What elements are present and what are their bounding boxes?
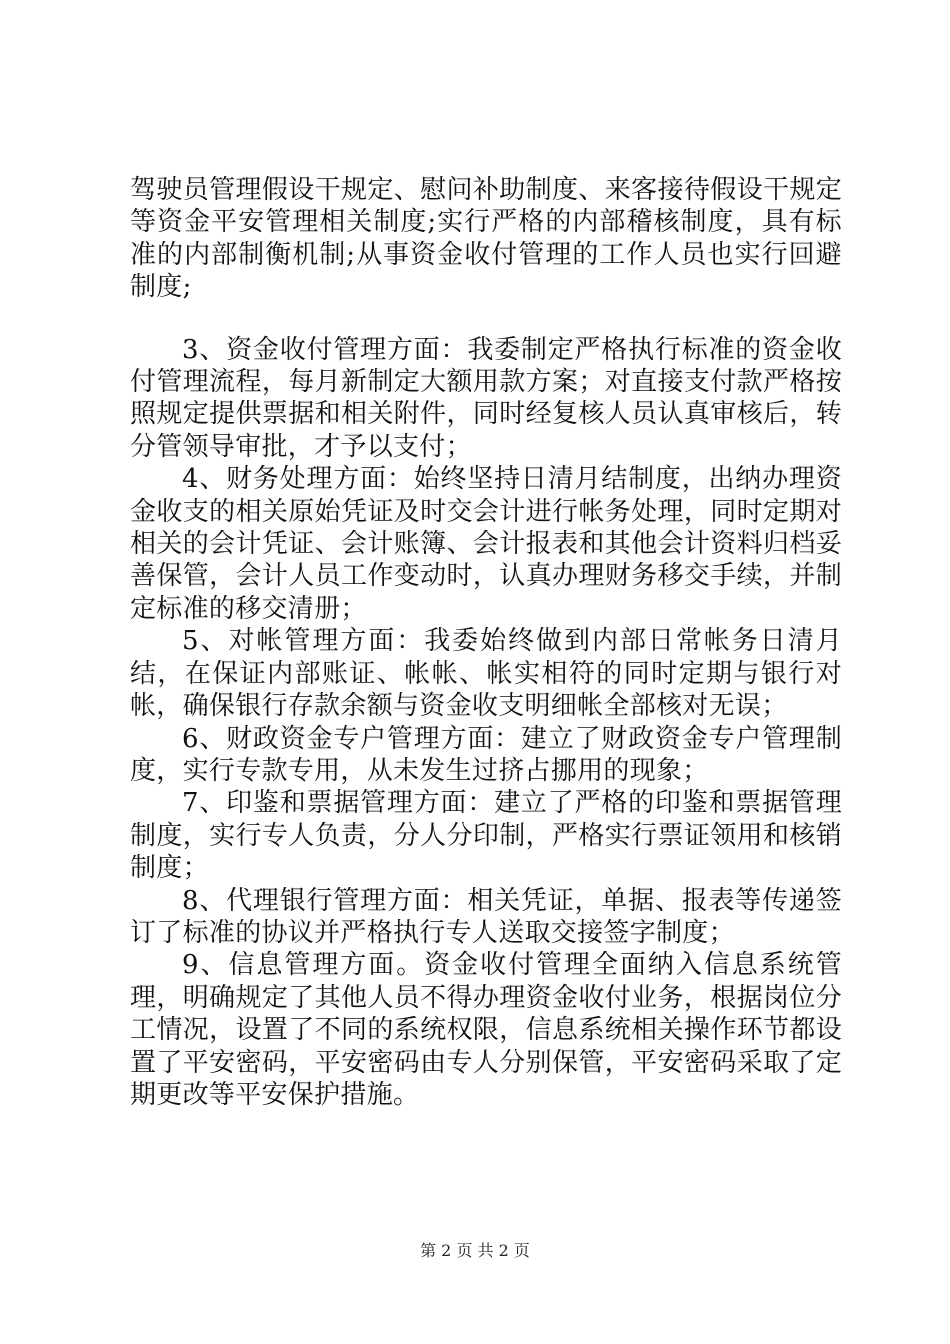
paragraph-item-9: 9、信息管理方面。资金收付管理全面纳入信息系统管理，明确规定了其他人员不得办理资金收付业务，根据岗位分工情况，设置了不同的系统权限，信息系统相关操作环节都设置了平安密码，平安密码由专人分别保管，平安密码采取了定期更改等平安保护措施。 — [130, 950, 842, 1110]
paragraph-item-3: 3、资金收付管理方面：我委制定严格执行标准的资金收付管理流程，每月新制定大额用款方案；对直接支付款严格按照规定提供票据和相关附件，同时经复核人员认真审核后，转分管领导审批，才予以支付； — [130, 334, 842, 462]
document-body — [130, 174, 842, 1111]
paragraph-item-7: 7、印鉴和票据管理方面：建立了严格的印鉴和票据管理制度，实行专人负责，分人分印制，严格实行票证领用和核销制度； — [130, 788, 842, 884]
page-footer: 第 2 页 共 2 页 — [420, 1241, 530, 1260]
paragraph-gap — [130, 304, 842, 334]
paragraph-item-6: 6、财政资金专户管理方面：建立了财政资金专户管理制度，实行专款专用，从未发生过挤占挪用的现象； — [130, 723, 842, 786]
paragraph-continuation: 驾驶员管理假设干规定、慰问补助制度、来客接待假设干规定等资金平安管理相关制度;实行严格的内部稽核制度，具有标准的内部制衡机制;从事资金收付管理的工作人员也实行回避制度; — [130, 175, 842, 303]
paragraph-item-5: 5、对帐管理方面：我委始终做到内部日常帐务日清月结，在保证内部账证、帐帐、帐实相符的同时定期与银行对帐，确保银行存款余额与资金收支明细帐全部核对无误； — [130, 626, 842, 722]
paragraph-item-8: 8、代理银行管理方面：相关凭证，单据、报表等传递签订了标准的协议并严格执行专人送取交接签字制度； — [130, 885, 842, 948]
paragraph-item-4: 4、财务处理方面：始终坚持日清月结制度，出纳办理资金收支的相关原始凭证及时交会计进行帐务处理，同时定期对相关的会计凭证、会计账簿、会计报表和其他会计资料归档妥善保管，会计人员工作变动时，认真办理财务移交手续，并制定标准的移交清册； — [130, 464, 842, 624]
